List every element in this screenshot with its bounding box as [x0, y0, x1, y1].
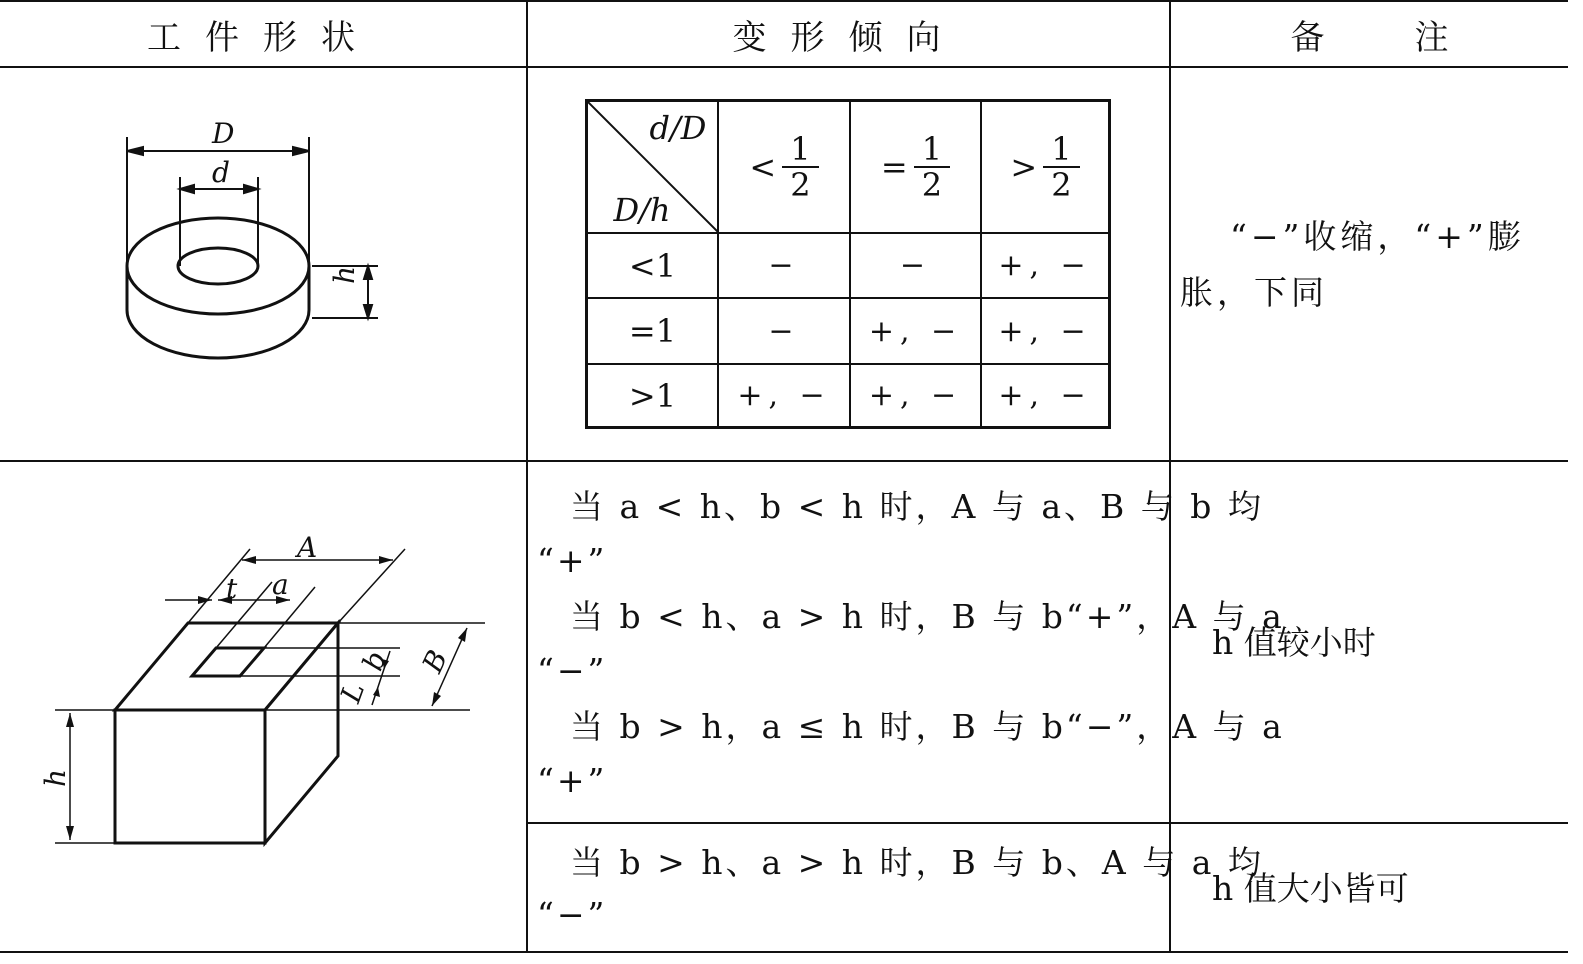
fraction	[1043, 132, 1079, 202]
row2b-condition-line1: 当 b > h、a > h 时，B 与 b、A 与 a 均	[570, 843, 1264, 882]
block-figure	[0, 461, 526, 951]
corner-bottom-label: D/h	[613, 191, 671, 229]
col-header-op: <	[749, 148, 777, 186]
row2-condition-line6: “+”	[537, 761, 608, 800]
table-cell: +, −	[998, 313, 1092, 349]
row2-condition-line5: 当 b > h，a ≤ h 时，B 与 b“−”，A 与 a	[570, 707, 1285, 746]
row2-condition-line3: 当 b < h、a > h 时，B 与 b“+”，A 与 a	[570, 597, 1285, 636]
label-a: a	[272, 568, 289, 601]
fraction-num: 1	[782, 132, 818, 168]
fraction	[782, 132, 818, 202]
col-divider-1	[526, 0, 528, 953]
col-header-op: >	[1010, 148, 1038, 186]
table-cell: −	[768, 313, 800, 349]
label-outer-d: D	[212, 117, 235, 150]
col-header-lt-half	[719, 102, 849, 232]
table-bottom-border	[0, 951, 1568, 953]
header-remarks: 备注	[1290, 18, 1539, 58]
col-divider-2	[1169, 0, 1171, 953]
fraction-den: 2	[790, 166, 811, 204]
row2-note-a: h 值较小时	[1212, 623, 1376, 662]
ring-figure	[0, 67, 526, 461]
fraction-den: 2	[1051, 166, 1072, 204]
label-t: t	[226, 572, 238, 605]
table-cell: +, −	[868, 378, 963, 413]
table-top-border	[0, 0, 1568, 2]
fraction	[914, 132, 950, 202]
label-inner-d: d	[212, 156, 230, 189]
row2-condition-line1: 当 a < h、b < h 时，A 与 a、B 与 b 均	[570, 487, 1264, 526]
table-cell: +, −	[737, 378, 831, 413]
row2-split-border	[527, 822, 1568, 824]
row-label-gt-1: >1	[628, 376, 677, 415]
table-cell: −	[899, 248, 932, 283]
label-B: B	[415, 644, 455, 678]
label-h: h	[39, 768, 72, 787]
row2-note-b: h 值大小皆可	[1212, 869, 1409, 908]
fraction-num: 1	[1043, 132, 1079, 168]
row-label-lt-1: <1	[628, 246, 677, 285]
row2-condition-line2: “+”	[537, 541, 608, 580]
corner-top-label: d/D	[649, 109, 707, 147]
header-deformation: 变形倾向	[732, 18, 965, 58]
col-header-eq-half	[851, 102, 980, 232]
row1-note-line2: 胀，下同	[1180, 273, 1328, 312]
label-height: h	[328, 265, 361, 284]
label-b: b	[355, 646, 393, 675]
fraction-den: 2	[921, 166, 943, 204]
label-A: A	[297, 531, 318, 564]
col-header-gt-half	[982, 102, 1108, 232]
table-cell: +, −	[998, 378, 1092, 413]
table-cell: −	[768, 248, 800, 283]
row1-note-line1: “−”收缩，“+”膨	[1230, 217, 1525, 256]
row2-condition-line4: “−”	[537, 651, 608, 690]
ratio-table	[585, 99, 1111, 429]
col-header-op: =	[880, 148, 908, 186]
label-L: L	[333, 678, 372, 707]
table-cell: +, −	[868, 313, 963, 349]
fraction-num: 1	[914, 132, 950, 168]
table-cell: +, −	[998, 248, 1092, 283]
header-shape: 工件形状	[147, 18, 379, 58]
row2b-condition-line2: “−”	[537, 895, 608, 934]
row-label-eq-1: =1	[628, 312, 677, 350]
